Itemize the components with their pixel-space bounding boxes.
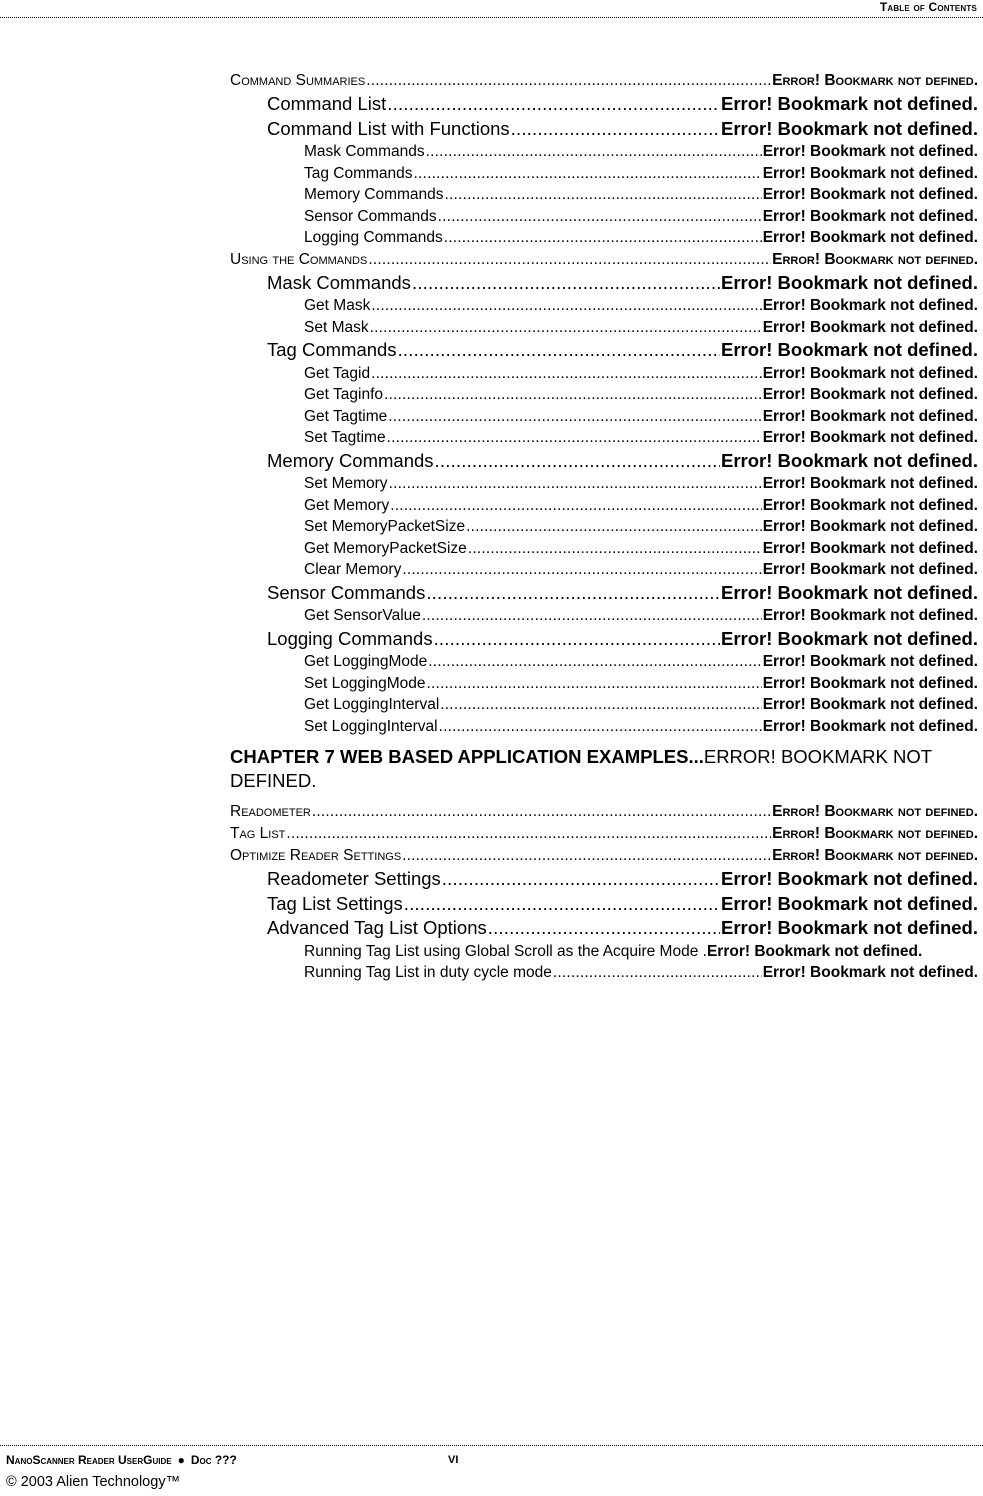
toc-entry-label: Get SensorValue (304, 607, 421, 624)
toc-entry-page-ref: Error! Bookmark not defined. (721, 868, 978, 889)
footer-divider (0, 1445, 983, 1446)
toc-entry-page-ref: Error! Bookmark not defined. (762, 164, 978, 182)
toc-entry-page-ref: Error! Bookmark not defined. (721, 117, 978, 139)
toc-entry-level-3[interactable] (230, 317, 978, 339)
toc-leader-dots (445, 184, 762, 206)
toc-entry-level-2[interactable] (230, 892, 978, 917)
toc-entry-level-3[interactable] (230, 184, 978, 206)
toc-leader-dots (414, 163, 762, 185)
toc-leader-dots (422, 605, 762, 627)
toc-entry-page-ref: Error! Bookmark not defined. (721, 581, 978, 603)
toc-entry-level-3[interactable] (230, 384, 978, 406)
toc-entry-level-3[interactable] (230, 651, 978, 673)
toc-entry-level-3[interactable] (230, 516, 978, 538)
toc-entry-level-3[interactable] (230, 206, 978, 228)
toc-entry-label: Command List (267, 93, 387, 114)
toc-entry-level-2[interactable] (230, 117, 978, 142)
toc-entry-label: Memory Commands (304, 186, 444, 203)
toc-entry-label: Tag Commands (304, 164, 413, 182)
toc-entry-level-3[interactable] (230, 473, 978, 495)
toc-entry-label: Logging Commands (304, 229, 443, 246)
toc-entry-page-ref: Error! Bookmark not defined. (762, 386, 978, 403)
toc-entry-level-3[interactable] (230, 495, 978, 517)
toc-entry-level-3[interactable] (230, 673, 978, 695)
toc-entry-label: Get LoggingMode (304, 653, 428, 670)
toc-entry-label: Readometer (230, 803, 311, 820)
toc-entry-label: Get Memory (304, 496, 390, 514)
toc-entry-label: Get Mask (304, 297, 371, 314)
running-header-title: Table of Contents (879, 0, 977, 14)
toc-entry-label: Mask Commands (267, 271, 411, 293)
toc-entry-label: Set LoggingMode (304, 674, 426, 692)
toc-leader-dots (426, 581, 720, 606)
toc-entry-label: Command List with Functions (267, 117, 510, 139)
toc-entry-page-ref: Error! Bookmark not defined. (762, 653, 978, 670)
toc-leader-dots (387, 92, 720, 117)
toc-entry-label: Mask Commands (304, 143, 425, 160)
toc-entry-page-ref: Error! Bookmark not defined. (721, 917, 978, 938)
toc-leader-dots (511, 117, 720, 142)
toc-entry-level-2[interactable] (230, 92, 978, 117)
toc-entry-wrapped[interactable]: Running Tag List using Global Scroll as the Acquire Mode .Error! Bookmark not defined. (304, 942, 923, 960)
toc-leader-dots (371, 295, 761, 317)
chapter-label: CHAPTER 7 WEB BASED APPLICATION EXAMPLES (230, 746, 689, 767)
toc-entry-page-ref: Error! Bookmark not defined. (762, 364, 978, 382)
toc-entry-level-3[interactable] (230, 559, 978, 581)
toc-entry-label: Set Tagtime (304, 429, 386, 446)
toc-entry-label: Set Mask (304, 318, 369, 336)
toc-leader-dots (390, 495, 761, 517)
toc-leader-dots (402, 559, 761, 581)
toc-leader-dots (427, 673, 762, 695)
toc-entry-label: Set MemoryPacketSize (304, 518, 466, 535)
toc-entry-level-3[interactable] (230, 694, 978, 716)
footer-doc-line (6, 1450, 459, 1467)
toc-entry-page-ref: Error! Bookmark not defined. (762, 143, 978, 160)
toc-entry-label: Set Memory (304, 475, 388, 492)
toc-entry-page-ref: Error! Bookmark not defined. (762, 496, 978, 514)
footer-bullet: ● (177, 1453, 185, 1467)
toc-leader-dots (412, 271, 720, 296)
toc-entry-page-ref: Error! Bookmark not defined. (762, 407, 978, 425)
toc-entry-page-ref: Error! Bookmark not defined. (762, 696, 978, 713)
toc-leader-dots (366, 70, 771, 92)
toc-leader-dots (466, 516, 762, 538)
toc-entry-page-ref: Error! Bookmark not defined. (721, 93, 978, 114)
toc-entry-page-ref: Error! Bookmark not defined. (762, 297, 978, 314)
toc-entry-label: Running Tag List in duty cycle mode (304, 963, 552, 981)
toc-entry-level-3[interactable] (230, 538, 978, 560)
toc-leader-dots (440, 694, 761, 716)
toc-entry-label: Command Summaries (230, 72, 366, 89)
toc-entry-page-ref: Error! Bookmark not defined. (762, 561, 978, 578)
chapter-leader (688, 746, 703, 767)
toc-entry-label: Running Tag List using Global Scroll as the Acquire Mode (304, 942, 699, 960)
toc-section-commands (230, 70, 978, 737)
toc-leader-dots (468, 538, 762, 560)
toc-leader-dots (438, 206, 762, 228)
toc-entry-label: Get MemoryPacketSize (304, 539, 467, 557)
toc-entry-level-2[interactable] (230, 449, 978, 474)
toc-entry-page-ref: Error! Bookmark not defined. (762, 539, 978, 557)
toc-entry-level-1[interactable] (230, 249, 978, 271)
toc-leader-dots (434, 627, 720, 652)
toc-entry-level-3[interactable] (230, 406, 978, 428)
toc-entry-label: Memory Commands (267, 449, 434, 471)
toc-entry-level-3[interactable] (230, 141, 978, 163)
toc-entry-level-1[interactable] (230, 845, 978, 867)
toc-entry-level-1[interactable] (230, 70, 978, 92)
toc-leader-dots (387, 427, 762, 449)
toc-entry-label: Logging Commands (267, 627, 433, 649)
toc-entry-level-1[interactable] (230, 801, 978, 823)
toc-leader-dots (444, 227, 762, 249)
toc-entry-label: Sensor Commands (304, 207, 437, 225)
toc-leader-dots (435, 449, 720, 474)
toc-entry-page-ref: Error! Bookmark not defined. (762, 429, 978, 446)
footer-copyright: © 2003 Alien Technology™ (6, 1474, 181, 1490)
toc-entry-page-ref: Error! Bookmark not defined. (762, 963, 978, 981)
toc-leader-dots (488, 916, 720, 941)
toc-entry-page-ref: Error! Bookmark not defined. (762, 186, 978, 203)
header-divider (0, 17, 983, 18)
toc-entry-label: Get Tagid (304, 364, 371, 382)
toc-entry-page-ref: Error! Bookmark not defined. (772, 72, 978, 89)
toc-leader-dots (398, 338, 720, 363)
toc-leader-dots (404, 892, 720, 917)
toc-leader-dots (370, 317, 762, 339)
toc-leader-dots (402, 845, 771, 867)
toc-entry-level-2[interactable] (230, 867, 978, 892)
toc-entry-page-ref: Error! Bookmark not defined. (772, 250, 978, 268)
toc-entry-last[interactable] (230, 962, 978, 984)
toc-entry-page-ref: Error! Bookmark not defined. (762, 518, 978, 535)
toc-entry-page-ref: Error! Bookmark not defined. (721, 627, 978, 649)
toc-entry-label: Readometer Settings (267, 868, 441, 889)
toc-leader-dots (286, 823, 771, 845)
footer-page-number: vi (448, 1450, 459, 1467)
toc-entry-page-ref: Error! Bookmark not defined. (721, 892, 978, 914)
toc-entry-page-ref: Error! Bookmark not defined. (762, 229, 978, 246)
toc-section-web-examples (230, 801, 978, 941)
toc-entry-label: Tag Commands (267, 339, 397, 360)
toc-entry-label: Get LoggingInterval (304, 696, 440, 713)
toc-entry-level-3[interactable] (230, 163, 978, 185)
toc-entry-page-ref: Error! Bookmark not defined. (762, 207, 978, 225)
toc-entry-page-ref: Error! Bookmark not defined. (772, 825, 978, 842)
chapter-page-ref: ERROR! BOOKMARK NOT DEFINED. (230, 746, 932, 791)
toc-leader-dots (442, 867, 720, 892)
toc-entry-page-ref: Error! Bookmark not defined. (762, 475, 978, 492)
toc-entry-page-ref: Error! Bookmark not defined. (762, 318, 978, 336)
toc-chapter-7[interactable] (230, 745, 978, 793)
toc-leader-dots (312, 801, 771, 823)
toc-entry-page-ref: Error! Bookmark not defined. (772, 847, 978, 864)
toc-entry-level-3[interactable] (230, 227, 978, 249)
toc-entry-label: Sensor Commands (267, 581, 426, 603)
toc-entry-page-ref: Error! Bookmark not defined. (762, 607, 978, 624)
toc-entry-level-2[interactable] (230, 338, 978, 363)
toc-leader-dots (388, 406, 761, 428)
toc-leader-dots (439, 716, 762, 738)
toc-entry-level-3[interactable] (230, 716, 978, 738)
toc-leader-dots (371, 363, 762, 385)
toc-entry-label: Get Tagtime (304, 407, 388, 425)
toc-entry-label: Get Taginfo (304, 386, 383, 403)
toc-entry-label: Optimize Reader Settings (230, 847, 402, 864)
toc-entry-page-ref: Error! Bookmark not defined. (721, 449, 978, 471)
toc-entry-page-ref: Error! Bookmark not defined. (721, 339, 978, 360)
table-of-contents (230, 70, 978, 983)
toc-leader-dots (368, 249, 771, 271)
toc-leader-dots (428, 651, 761, 673)
toc-leader-dots (389, 473, 762, 495)
toc-entry-page-ref: Error! Bookmark not defined. (721, 271, 978, 293)
toc-entry-level-3[interactable] (230, 427, 978, 449)
toc-entry-page-ref: Error! Bookmark not defined. (762, 717, 978, 735)
toc-entry-page-ref: Error! Bookmark not defined. (706, 942, 923, 960)
toc-entry-page-ref: Error! Bookmark not defined. (762, 674, 978, 692)
toc-entry-label: Set LoggingInterval (304, 717, 438, 735)
toc-entry-label: Advanced Tag List Options (267, 917, 487, 938)
toc-entry-level-3[interactable] (230, 363, 978, 385)
toc-entry-level-2[interactable] (230, 627, 978, 652)
toc-entry-level-1[interactable] (230, 823, 978, 845)
toc-entry-level-2[interactable] (230, 271, 978, 296)
toc-leader-dots (553, 962, 762, 984)
toc-entry-level-3[interactable] (230, 295, 978, 317)
toc-leader-dots (384, 384, 762, 406)
toc-entry-label: Using the Commands (230, 250, 368, 268)
footer-doc-title: NanoScanner Reader UserGuide (6, 1453, 172, 1467)
toc-entry-label: Tag List (230, 825, 286, 842)
toc-entry-label: Tag List Settings (267, 892, 403, 914)
toc-leader-dots (426, 141, 762, 163)
toc-entry-page-ref: Error! Bookmark not defined. (772, 803, 978, 820)
toc-entry-level-2[interactable] (230, 581, 978, 606)
toc-entry-level-2[interactable] (230, 916, 978, 941)
toc-entry-label: Clear Memory (304, 561, 402, 578)
toc-entry-level-3[interactable] (230, 605, 978, 627)
footer-doc-number: Doc ??? (190, 1453, 237, 1467)
